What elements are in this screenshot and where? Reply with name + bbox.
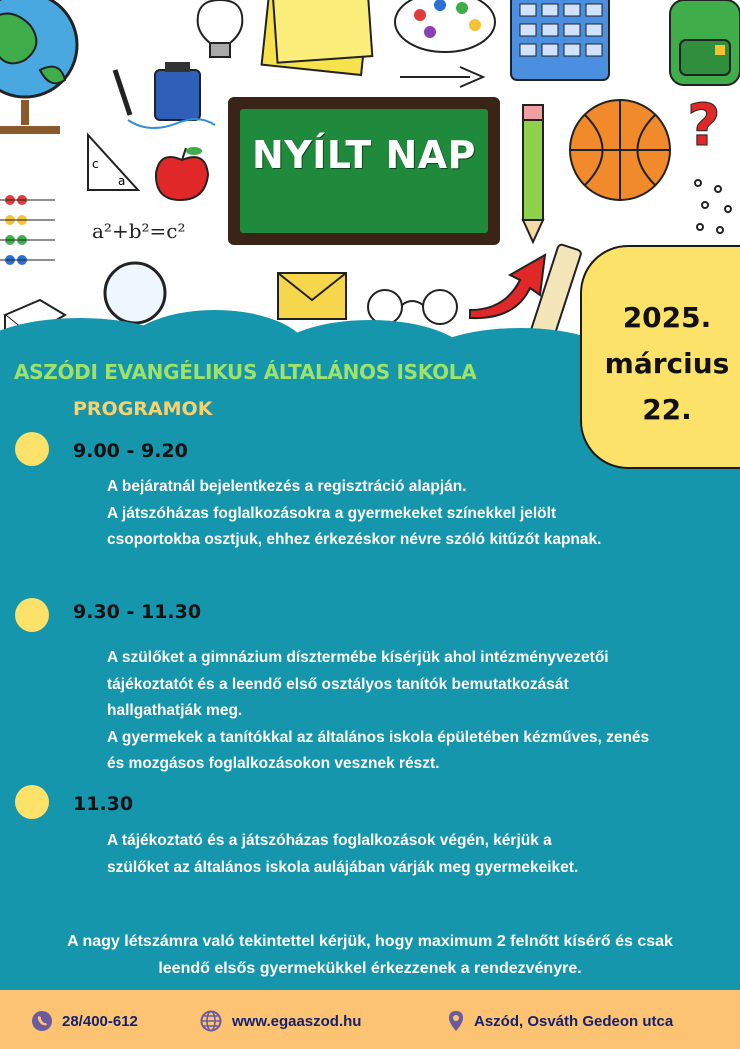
program-time: 11.30 [73, 793, 134, 815]
phone-icon [32, 1011, 52, 1031]
address-text: Aszód, Osváth Gedeon utca [474, 1012, 674, 1030]
event-date [582, 295, 740, 433]
abacus-icon [0, 185, 65, 285]
envelope-icon [275, 270, 350, 325]
calculator-icon [508, 0, 613, 84]
date-day: 22. [642, 393, 692, 426]
program-description [107, 474, 601, 554]
bullet-dot [15, 598, 49, 632]
section-title: PROGRAMOK [73, 398, 213, 420]
ink-bottle-icon [110, 60, 220, 140]
website-contact[interactable] [200, 1010, 361, 1032]
arrow-icon [395, 62, 495, 92]
website-link: www.egaaszod.hu [232, 1012, 362, 1030]
date-badge [580, 245, 740, 469]
description-line: A gyermekek a tanítókkal az általános iskola épületében kézműves, zenés [107, 728, 650, 746]
svg-text:?: ? [687, 91, 721, 159]
description-line: hallgathatják meg. [107, 702, 243, 719]
contact-footer [0, 990, 740, 1049]
date-year: 2025. [622, 301, 712, 334]
address-contact [448, 1010, 673, 1032]
question-mark-icon [685, 90, 730, 160]
chalkboard [228, 97, 500, 245]
description-line: A játszóházas foglalkozásokra a gyermekeket színekkel jelölt [107, 504, 557, 522]
description-line: szülőket az általános iskola aulájában várják meg gyermekeiket. [107, 858, 579, 876]
location-pin-icon [448, 1010, 464, 1032]
globe-icon [200, 1010, 222, 1032]
bullet-dot [15, 432, 49, 466]
phone-number: 28/400-612 [62, 1012, 138, 1030]
pencil-icon [518, 100, 548, 245]
program-description [107, 645, 649, 778]
program-description [107, 828, 578, 881]
notice-line: leendő elsős gyermekükkel érkezzenek a rendezvényre. [158, 960, 582, 977]
bullet-dot [15, 785, 49, 819]
description-line: csoportokba osztjuk, ehhez érkezéskor névre szóló kitűzőt kapnak. [107, 531, 602, 548]
notice-text [10, 928, 730, 982]
formula-text [90, 210, 190, 250]
backpack-icon [660, 0, 740, 90]
program-time: 9.30 - 11.30 [73, 601, 202, 623]
description-line: A bejáratnál bejelentkezés a regisztráció alapján. [107, 478, 467, 495]
event-title: NYÍLT NAP [251, 133, 477, 177]
basketball-icon [565, 95, 675, 205]
description-line: A tájékoztató és a játszóházas foglalkozások végén, kérjük a [107, 832, 552, 849]
sticky-notes-icon [255, 0, 385, 80]
lightbulb-icon [190, 0, 250, 65]
apple-icon [150, 145, 215, 205]
date-month: március [604, 347, 730, 380]
description-line: tájékoztatót és a leendő első osztályos tanítók bemutatkozását [107, 675, 569, 693]
svg-text:c: c [92, 157, 99, 171]
description-line: A szülőket a gimnázium dísztermébe kísérjük ahol intézményvezetői [107, 649, 609, 666]
svg-text:a: a [118, 174, 126, 188]
notice-line: A nagy létszámra való tekintettel kérjük, hogy maximum 2 felnőtt kísérő és csak [67, 933, 673, 950]
description-line: és mozgásos foglalkozásokon vesznek részt. [107, 755, 440, 772]
program-time: 9.00 - 9.20 [73, 440, 188, 462]
set-square-icon [78, 130, 148, 200]
svg-text:a²+b²=c²: a²+b²=c² [92, 219, 186, 243]
doodle-dots [690, 175, 740, 245]
phone-contact[interactable] [32, 1010, 138, 1032]
palette-icon [390, 0, 500, 60]
school-name: ASZÓDI EVANGÉLIKUS ÁLTALÁNOS ISKOLA [14, 360, 477, 384]
